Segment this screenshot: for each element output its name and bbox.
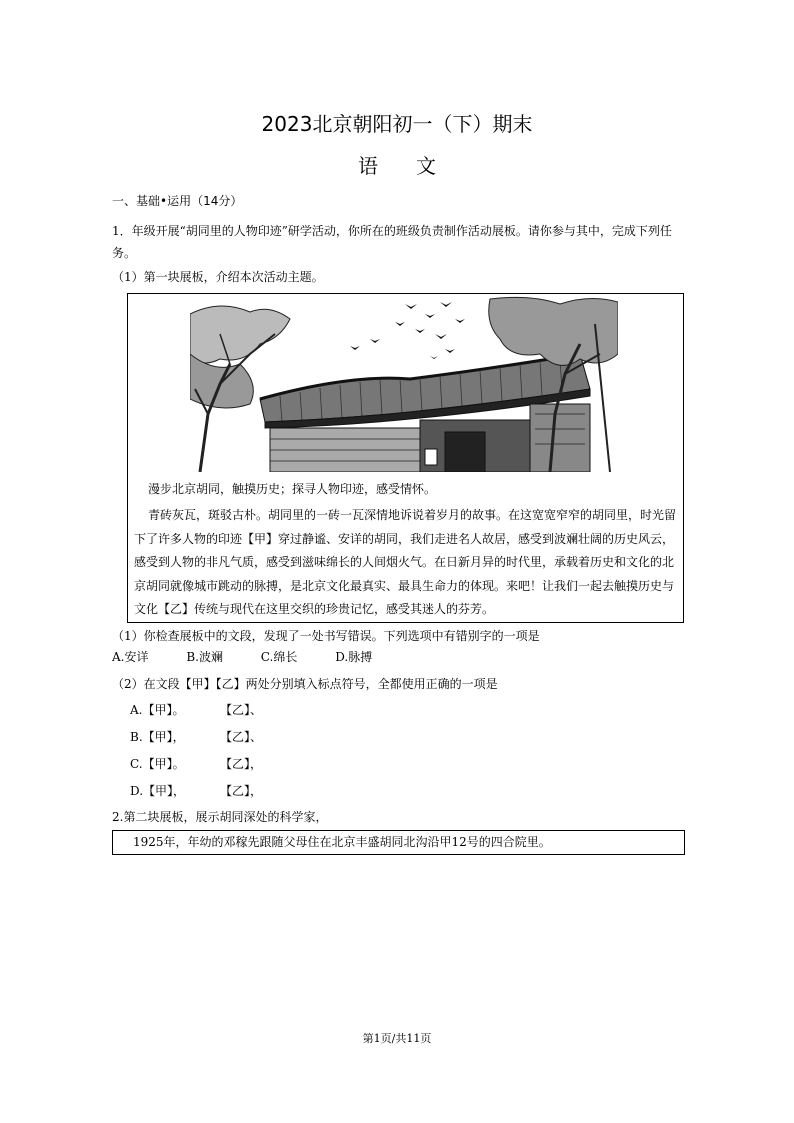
option-b-yi: 【乙】、 (220, 730, 263, 744)
page-footer: 第1页/共11页 (362, 1032, 432, 1045)
sub-question-2-option-d[interactable] (130, 782, 262, 799)
page-title: 2023北京朝阳初一（下）期末 (261, 112, 533, 136)
sub-question-1-options (112, 648, 406, 665)
option-d-jia: D.【甲】， (130, 784, 186, 798)
sub-question-2-option-b[interactable] (130, 728, 262, 745)
option-c-jia: C.【甲】。 (130, 757, 185, 771)
option-c-yi: 【乙】， (220, 757, 263, 771)
sub-question-2-option-a[interactable] (130, 701, 262, 718)
option-a[interactable]: A.安详 (112, 650, 149, 664)
question-1-part-1-intro: （1）第一块展板，介绍本次活动主题。 (112, 270, 324, 284)
option-a-yi: 【乙】、 (220, 703, 263, 717)
question-2-stem: 2.第二块展板，展示胡同深处的科学家， (112, 810, 328, 824)
exhibition-board-1 (127, 293, 684, 623)
sub-question-2-stem: （2）在文段【甲】【乙】两处分别填入标点符号，全都使用正确的一项是 (112, 677, 498, 691)
hutong-courtyard-illustration (190, 294, 618, 472)
exhibition-board-2: 1925年，年幼的邓稼先跟随父母住在北京丰盛胡同北沟沿甲12号的四合院里。 (112, 830, 685, 855)
question-1-stem: 1．年级开展“胡同里的人物印迹”研学活动，你所在的班级负责制作活动展板。请你参与其中，完成下列任务。 (112, 224, 672, 260)
section-heading: 一、基础•运用（14分） (112, 194, 243, 208)
option-d[interactable]: D.脉搏 (335, 650, 373, 664)
board-paragraph-1: 漫步北京胡同，触摸历史；探寻人物印迹，感受情怀。 (148, 482, 437, 496)
option-a-jia: A.【甲】。 (130, 703, 185, 717)
board-paragraph-2: 青砖灰瓦，斑驳古朴。胡同里的一砖一瓦深情地诉说着岁月的故事。在这宽宽窄窄的胡同里，时光留下了许多人物的印迹【甲】穿过静谧、安详的胡同，我们走进名人故居，感受到波斓壮阔的历史风云，感受到人物的非凡气质，感受到滋味绵长的人间烟火气。在日新月异的时代里，承载着历史和文化的北京胡同就像城市跳动的脉搏，是北京文化最真实、最具生命力的体现。来吧！让我们一起去触摸历史与文化【乙】传统与现代在这里交织的珍贵记忆，感受其迷人的芬芳。 (134, 508, 677, 616)
option-b[interactable]: B.波斓 (186, 650, 223, 664)
sub-question-2-option-c[interactable] (130, 755, 262, 772)
sub-question-1-stem: （1）你检查展板中的文段，发现了一处书写错误。下列选项中有错别字的一项是 (112, 629, 540, 643)
subject-title: 语文 (358, 154, 474, 178)
option-d-yi: 【乙】， (220, 784, 263, 798)
option-b-jia: B.【甲】， (130, 730, 185, 744)
option-c[interactable]: C.绵长 (260, 650, 298, 664)
